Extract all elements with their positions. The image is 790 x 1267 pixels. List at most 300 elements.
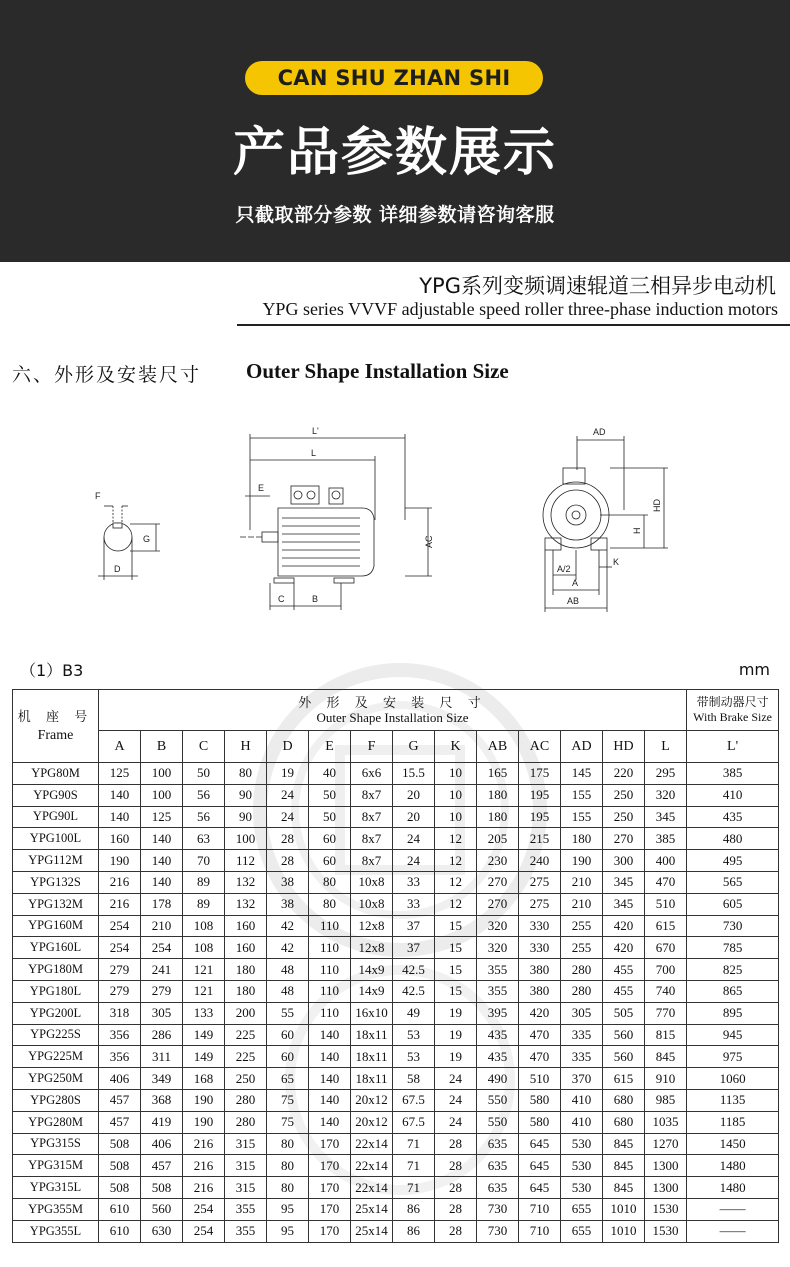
table-cell: 730 [477, 1198, 519, 1220]
table-row [13, 937, 779, 959]
table-cell: 155 [561, 784, 603, 806]
table-cell: 315 [225, 1155, 267, 1177]
table-cell: 140 [309, 1024, 351, 1046]
column-header: L' [687, 731, 779, 763]
table-row [13, 850, 779, 872]
frame-cell: YPG200L [13, 1002, 99, 1024]
table-cell: 140 [99, 784, 141, 806]
table-cell: 8x7 [351, 828, 393, 850]
table-cell: 530 [561, 1177, 603, 1199]
table-cell: 50 [309, 806, 351, 828]
table-cell: 80 [267, 1133, 309, 1155]
table-cell: 95 [267, 1220, 309, 1242]
table-cell: 845 [603, 1177, 645, 1199]
table-row [13, 1089, 779, 1111]
table-cell: 295 [645, 763, 687, 785]
table-cell: 140 [309, 1089, 351, 1111]
table-cell: 33 [393, 893, 435, 915]
table-cell: 1300 [645, 1155, 687, 1177]
frame-cell: YPG225S [13, 1024, 99, 1046]
table-cell: 250 [225, 1068, 267, 1090]
table-cell: 42 [267, 937, 309, 959]
table-row [13, 806, 779, 828]
table-cell: 140 [141, 850, 183, 872]
table-cell: 125 [99, 763, 141, 785]
table-cell: 470 [519, 1046, 561, 1068]
table-cell: 210 [141, 915, 183, 937]
table-cell: 318 [99, 1002, 141, 1024]
table-cell: 22x14 [351, 1133, 393, 1155]
table-cell: 75 [267, 1111, 309, 1133]
table-cell: 145 [561, 763, 603, 785]
table-cell: 254 [99, 915, 141, 937]
table-cell: 15 [435, 937, 477, 959]
column-header: B [141, 731, 183, 763]
table-cell: 320 [645, 784, 687, 806]
table-cell: 275 [519, 893, 561, 915]
table-row [13, 1024, 779, 1046]
table-cell: 910 [645, 1068, 687, 1090]
label-E: E [258, 483, 265, 493]
table-cell: 89 [183, 893, 225, 915]
table-cell: 368 [141, 1089, 183, 1111]
table-cell: 24 [435, 1111, 477, 1133]
table-cell: 170 [309, 1177, 351, 1199]
table-cell: 320 [477, 915, 519, 937]
table-cell: 10 [435, 763, 477, 785]
table-cell: 132 [225, 871, 267, 893]
table-cell: 610 [99, 1198, 141, 1220]
table-cell: 380 [519, 980, 561, 1002]
table-cell: 975 [687, 1046, 779, 1068]
column-header: G [393, 731, 435, 763]
table-cell: 60 [267, 1024, 309, 1046]
table-cell: 110 [309, 1002, 351, 1024]
label-HD: HD [652, 499, 662, 512]
installation-drawing [0, 420, 790, 620]
table-cell: 270 [477, 893, 519, 915]
table-cell: 170 [309, 1220, 351, 1242]
frame-cell: YPG132M [13, 893, 99, 915]
table-cell: 20x12 [351, 1089, 393, 1111]
table-cell: 65 [267, 1068, 309, 1090]
table-cell: 28 [267, 828, 309, 850]
table-cell: 305 [561, 1002, 603, 1024]
table-cell: 140 [309, 1111, 351, 1133]
table-cell: 24 [267, 784, 309, 806]
table-cell: 38 [267, 893, 309, 915]
table-cell: 100 [141, 784, 183, 806]
frame-cell: YPG180L [13, 980, 99, 1002]
table-cell: 250 [603, 806, 645, 828]
table-cell: 195 [519, 784, 561, 806]
table-row [13, 1002, 779, 1024]
table-cell: 110 [309, 980, 351, 1002]
banner-title: 产品参数展示 [232, 123, 557, 183]
table-cell: 490 [477, 1068, 519, 1090]
table-cell: 435 [687, 806, 779, 828]
table-cell: 345 [645, 806, 687, 828]
table-cell: 335 [561, 1024, 603, 1046]
table-cell: 330 [519, 915, 561, 937]
table-row [13, 915, 779, 937]
table-cell: 508 [99, 1155, 141, 1177]
table-cell: 14x9 [351, 959, 393, 981]
table-row [13, 1198, 779, 1220]
table-cell: 645 [519, 1155, 561, 1177]
table-cell: 457 [99, 1111, 141, 1133]
label-A-half: A/2 [557, 564, 571, 574]
table-cell: 180 [477, 784, 519, 806]
table-row [13, 871, 779, 893]
table-cell: 508 [141, 1177, 183, 1199]
table-cell: 89 [183, 871, 225, 893]
label-C: C [278, 594, 285, 604]
table-cell: 19 [435, 1024, 477, 1046]
table-cell: 216 [183, 1133, 225, 1155]
table-cell: 180 [225, 959, 267, 981]
table-cell: 112 [225, 850, 267, 872]
table-cell: 770 [645, 1002, 687, 1024]
table-cell: 406 [99, 1068, 141, 1090]
table-cell: 315 [225, 1133, 267, 1155]
table-cell: 356 [99, 1046, 141, 1068]
table-cell: 435 [477, 1046, 519, 1068]
table-cell: 510 [519, 1068, 561, 1090]
table-cell: 168 [183, 1068, 225, 1090]
pinyin-pill: CAN SHU ZHAN SHI [245, 61, 543, 95]
frame-cell: YPG100L [13, 828, 99, 850]
table-cell: 216 [183, 1155, 225, 1177]
table-cell: 580 [519, 1089, 561, 1111]
column-header: HD [603, 731, 645, 763]
frame-cell: YPG225M [13, 1046, 99, 1068]
table-cell: 635 [477, 1177, 519, 1199]
table-cell: 80 [267, 1177, 309, 1199]
table-cell: 58 [393, 1068, 435, 1090]
table-cell: 175 [519, 763, 561, 785]
table-cell: 125 [141, 806, 183, 828]
table-cell: 95 [267, 1198, 309, 1220]
column-header: F [351, 731, 393, 763]
table-cell: 410 [561, 1111, 603, 1133]
table-cell: 645 [519, 1133, 561, 1155]
table-cell: 270 [603, 828, 645, 850]
column-header: K [435, 731, 477, 763]
table-cell: 370 [561, 1068, 603, 1090]
table-cell: 825 [687, 959, 779, 981]
table-cell: 241 [141, 959, 183, 981]
motor-side-view [240, 426, 434, 610]
label-AB: AB [567, 596, 580, 606]
table-cell: 280 [225, 1089, 267, 1111]
table-cell: 1185 [687, 1111, 779, 1133]
table-cell: 22x14 [351, 1155, 393, 1177]
unit-label: mm [738, 660, 770, 679]
frame-cell: YPG90S [13, 784, 99, 806]
table-cell: 615 [603, 1068, 645, 1090]
table-cell: 12 [435, 871, 477, 893]
table-cell: 53 [393, 1046, 435, 1068]
product-title-en: YPG series VVVF adjustable speed roller three-phase induction motors [262, 299, 778, 319]
label-AC: AC [424, 535, 434, 548]
table-cell: 1530 [645, 1220, 687, 1242]
table-cell: 40 [309, 763, 351, 785]
table-cell: 420 [603, 915, 645, 937]
table-cell: 25x14 [351, 1220, 393, 1242]
column-header-row [13, 731, 779, 763]
table-cell: 530 [561, 1133, 603, 1155]
frame-cell: YPG160M [13, 915, 99, 937]
mount-type-label: （1）B3 [20, 661, 84, 680]
table-cell: 215 [519, 828, 561, 850]
table-cell: 19 [435, 1046, 477, 1068]
table-cell: 355 [225, 1220, 267, 1242]
table-cell: 345 [603, 893, 645, 915]
table-cell: 200 [225, 1002, 267, 1024]
table-cell: 610 [99, 1220, 141, 1242]
brake-header-en: With Brake Size [693, 710, 772, 724]
table-cell: 19 [435, 1002, 477, 1024]
table-cell: 71 [393, 1155, 435, 1177]
table-cell: 165 [477, 763, 519, 785]
table-cell: 80 [267, 1155, 309, 1177]
table-cell: 15 [435, 915, 477, 937]
table-cell: 250 [603, 784, 645, 806]
table-cell: 190 [183, 1089, 225, 1111]
table-cell: 48 [267, 959, 309, 981]
table-cell: 140 [309, 1046, 351, 1068]
table-cell: 254 [99, 937, 141, 959]
table-cell: 730 [477, 1220, 519, 1242]
table-cell: 71 [393, 1177, 435, 1199]
table-cell: 945 [687, 1024, 779, 1046]
table-cell: 60 [267, 1046, 309, 1068]
label-F: F [95, 491, 101, 501]
table-cell: 6x6 [351, 763, 393, 785]
frame-cell: YPG250M [13, 1068, 99, 1090]
table-cell: 670 [645, 937, 687, 959]
table-cell: —— [687, 1220, 779, 1242]
table-cell: 12 [435, 893, 477, 915]
frame-cell: YPG132S [13, 871, 99, 893]
label-H: H [632, 527, 642, 534]
frame-cell: YPG280S [13, 1089, 99, 1111]
table-cell: 845 [603, 1155, 645, 1177]
table-cell: 225 [225, 1046, 267, 1068]
table-cell: 1530 [645, 1198, 687, 1220]
table-cell: 132 [225, 893, 267, 915]
table-cell: 270 [477, 871, 519, 893]
table-cell: 320 [477, 937, 519, 959]
table-cell: 60 [309, 850, 351, 872]
table-cell: 480 [687, 828, 779, 850]
table-row [13, 784, 779, 806]
table-cell: 565 [687, 871, 779, 893]
table-cell: 630 [141, 1220, 183, 1242]
table-cell: 1480 [687, 1177, 779, 1199]
label-D: D [114, 564, 121, 574]
table-row [13, 1111, 779, 1133]
table-cell: 550 [477, 1111, 519, 1133]
table-cell: 700 [645, 959, 687, 981]
table-cell: 149 [183, 1024, 225, 1046]
table-cell: 19 [267, 763, 309, 785]
table-cell: 280 [561, 959, 603, 981]
table-cell: 121 [183, 959, 225, 981]
column-header: L [645, 731, 687, 763]
table-cell: 90 [225, 784, 267, 806]
table-cell: 8x7 [351, 784, 393, 806]
outer-size-header-cn: 外 形 及 安 装 尺 寸 [298, 695, 487, 710]
table-cell: 108 [183, 937, 225, 959]
table-cell: 410 [561, 1089, 603, 1111]
table-cell: 53 [393, 1024, 435, 1046]
table-cell: 100 [141, 763, 183, 785]
table-cell: 1060 [687, 1068, 779, 1090]
table-cell: 8x7 [351, 806, 393, 828]
table-cell: 255 [561, 937, 603, 959]
table-cell: 254 [183, 1198, 225, 1220]
table-row [13, 1177, 779, 1199]
frame-cell: YPG112M [13, 850, 99, 872]
table-cell: 42.5 [393, 980, 435, 1002]
column-header: AD [561, 731, 603, 763]
table-cell: 680 [603, 1089, 645, 1111]
table-cell: 815 [645, 1024, 687, 1046]
table-cell: 508 [99, 1133, 141, 1155]
table-cell: 15 [435, 959, 477, 981]
table-cell: 400 [645, 850, 687, 872]
table-cell: 680 [603, 1111, 645, 1133]
table-cell: 24 [393, 850, 435, 872]
table-cell: 20 [393, 806, 435, 828]
column-header: AC [519, 731, 561, 763]
table-cell: 149 [183, 1046, 225, 1068]
table-cell: 845 [645, 1046, 687, 1068]
table-row [13, 980, 779, 1002]
table-cell: 18x11 [351, 1046, 393, 1068]
table-cell: 49 [393, 1002, 435, 1024]
table-cell: 67.5 [393, 1111, 435, 1133]
table-cell: 406 [141, 1133, 183, 1155]
table-cell: 1270 [645, 1133, 687, 1155]
table-cell: 18x11 [351, 1068, 393, 1090]
table-cell: 785 [687, 937, 779, 959]
table-cell: 55 [267, 1002, 309, 1024]
table-cell: 210 [561, 893, 603, 915]
table-cell: 190 [561, 850, 603, 872]
table-cell: 38 [267, 871, 309, 893]
frame-cell: YPG315L [13, 1177, 99, 1199]
label-B: B [312, 594, 319, 604]
column-header: E [309, 731, 351, 763]
table-cell: 1300 [645, 1177, 687, 1199]
table-cell: 645 [519, 1177, 561, 1199]
table-cell: 470 [645, 871, 687, 893]
table-cell: 42.5 [393, 959, 435, 981]
table-cell: 216 [183, 1177, 225, 1199]
table-cell: 355 [477, 959, 519, 981]
label-G: G [143, 534, 151, 544]
table-cell: 80 [309, 893, 351, 915]
table-row [13, 1068, 779, 1090]
table-cell: 225 [225, 1024, 267, 1046]
table-cell: 420 [519, 1002, 561, 1024]
header-banner [0, 0, 790, 262]
table-cell: 28 [267, 850, 309, 872]
table-cell: 12x8 [351, 915, 393, 937]
table-cell: 985 [645, 1089, 687, 1111]
table-row [13, 1220, 779, 1242]
product-title-cn: YPG系列变频调速辊道三相异步电动机 [419, 274, 776, 298]
table-cell: 12 [435, 850, 477, 872]
table-cell: 349 [141, 1068, 183, 1090]
table-cell: 220 [603, 763, 645, 785]
table-cell: 710 [519, 1220, 561, 1242]
table-cell: 110 [309, 915, 351, 937]
table-cell: 48 [267, 980, 309, 1002]
table-cell: 24 [435, 1068, 477, 1090]
table-cell: 740 [645, 980, 687, 1002]
table-row [13, 1155, 779, 1177]
table-cell: 730 [687, 915, 779, 937]
table-cell: 254 [183, 1220, 225, 1242]
table-cell: 205 [477, 828, 519, 850]
table-cell: 24 [267, 806, 309, 828]
table-cell: 140 [141, 828, 183, 850]
column-header: D [267, 731, 309, 763]
table-cell: 216 [99, 893, 141, 915]
frame-cell: YPG315M [13, 1155, 99, 1177]
table-cell: 180 [225, 980, 267, 1002]
table-cell: 560 [603, 1024, 645, 1046]
table-cell: 279 [141, 980, 183, 1002]
table-cell: 280 [561, 980, 603, 1002]
table-cell: 655 [561, 1198, 603, 1220]
table-cell: 170 [309, 1198, 351, 1220]
table-cell: 33 [393, 871, 435, 893]
table-cell: 160 [225, 915, 267, 937]
frame-cell: YPG160L [13, 937, 99, 959]
table-cell: 15 [435, 980, 477, 1002]
table-cell: 210 [561, 871, 603, 893]
spec-table-body [13, 763, 779, 1243]
table-cell: 385 [645, 828, 687, 850]
table-cell: 275 [519, 871, 561, 893]
table-cell: 10 [435, 806, 477, 828]
table-cell: 24 [393, 828, 435, 850]
table-cell: 457 [141, 1155, 183, 1177]
motor-front-view [543, 427, 668, 612]
table-cell: 80 [225, 763, 267, 785]
table-cell: 315 [225, 1177, 267, 1199]
table-cell: 10 [435, 784, 477, 806]
frame-header-en: Frame [37, 728, 74, 743]
column-header: C [183, 731, 225, 763]
table-cell: 435 [477, 1024, 519, 1046]
table-cell: 635 [477, 1133, 519, 1155]
outer-size-header [99, 690, 687, 731]
table-cell: 155 [561, 806, 603, 828]
table-cell: 355 [225, 1198, 267, 1220]
table-cell: 710 [519, 1198, 561, 1220]
table-cell: 255 [561, 915, 603, 937]
table-cell: 28 [435, 1177, 477, 1199]
label-AD: AD [593, 427, 606, 437]
table-cell: 410 [687, 784, 779, 806]
section-title-en: Outer Shape Installation Size [246, 359, 509, 383]
